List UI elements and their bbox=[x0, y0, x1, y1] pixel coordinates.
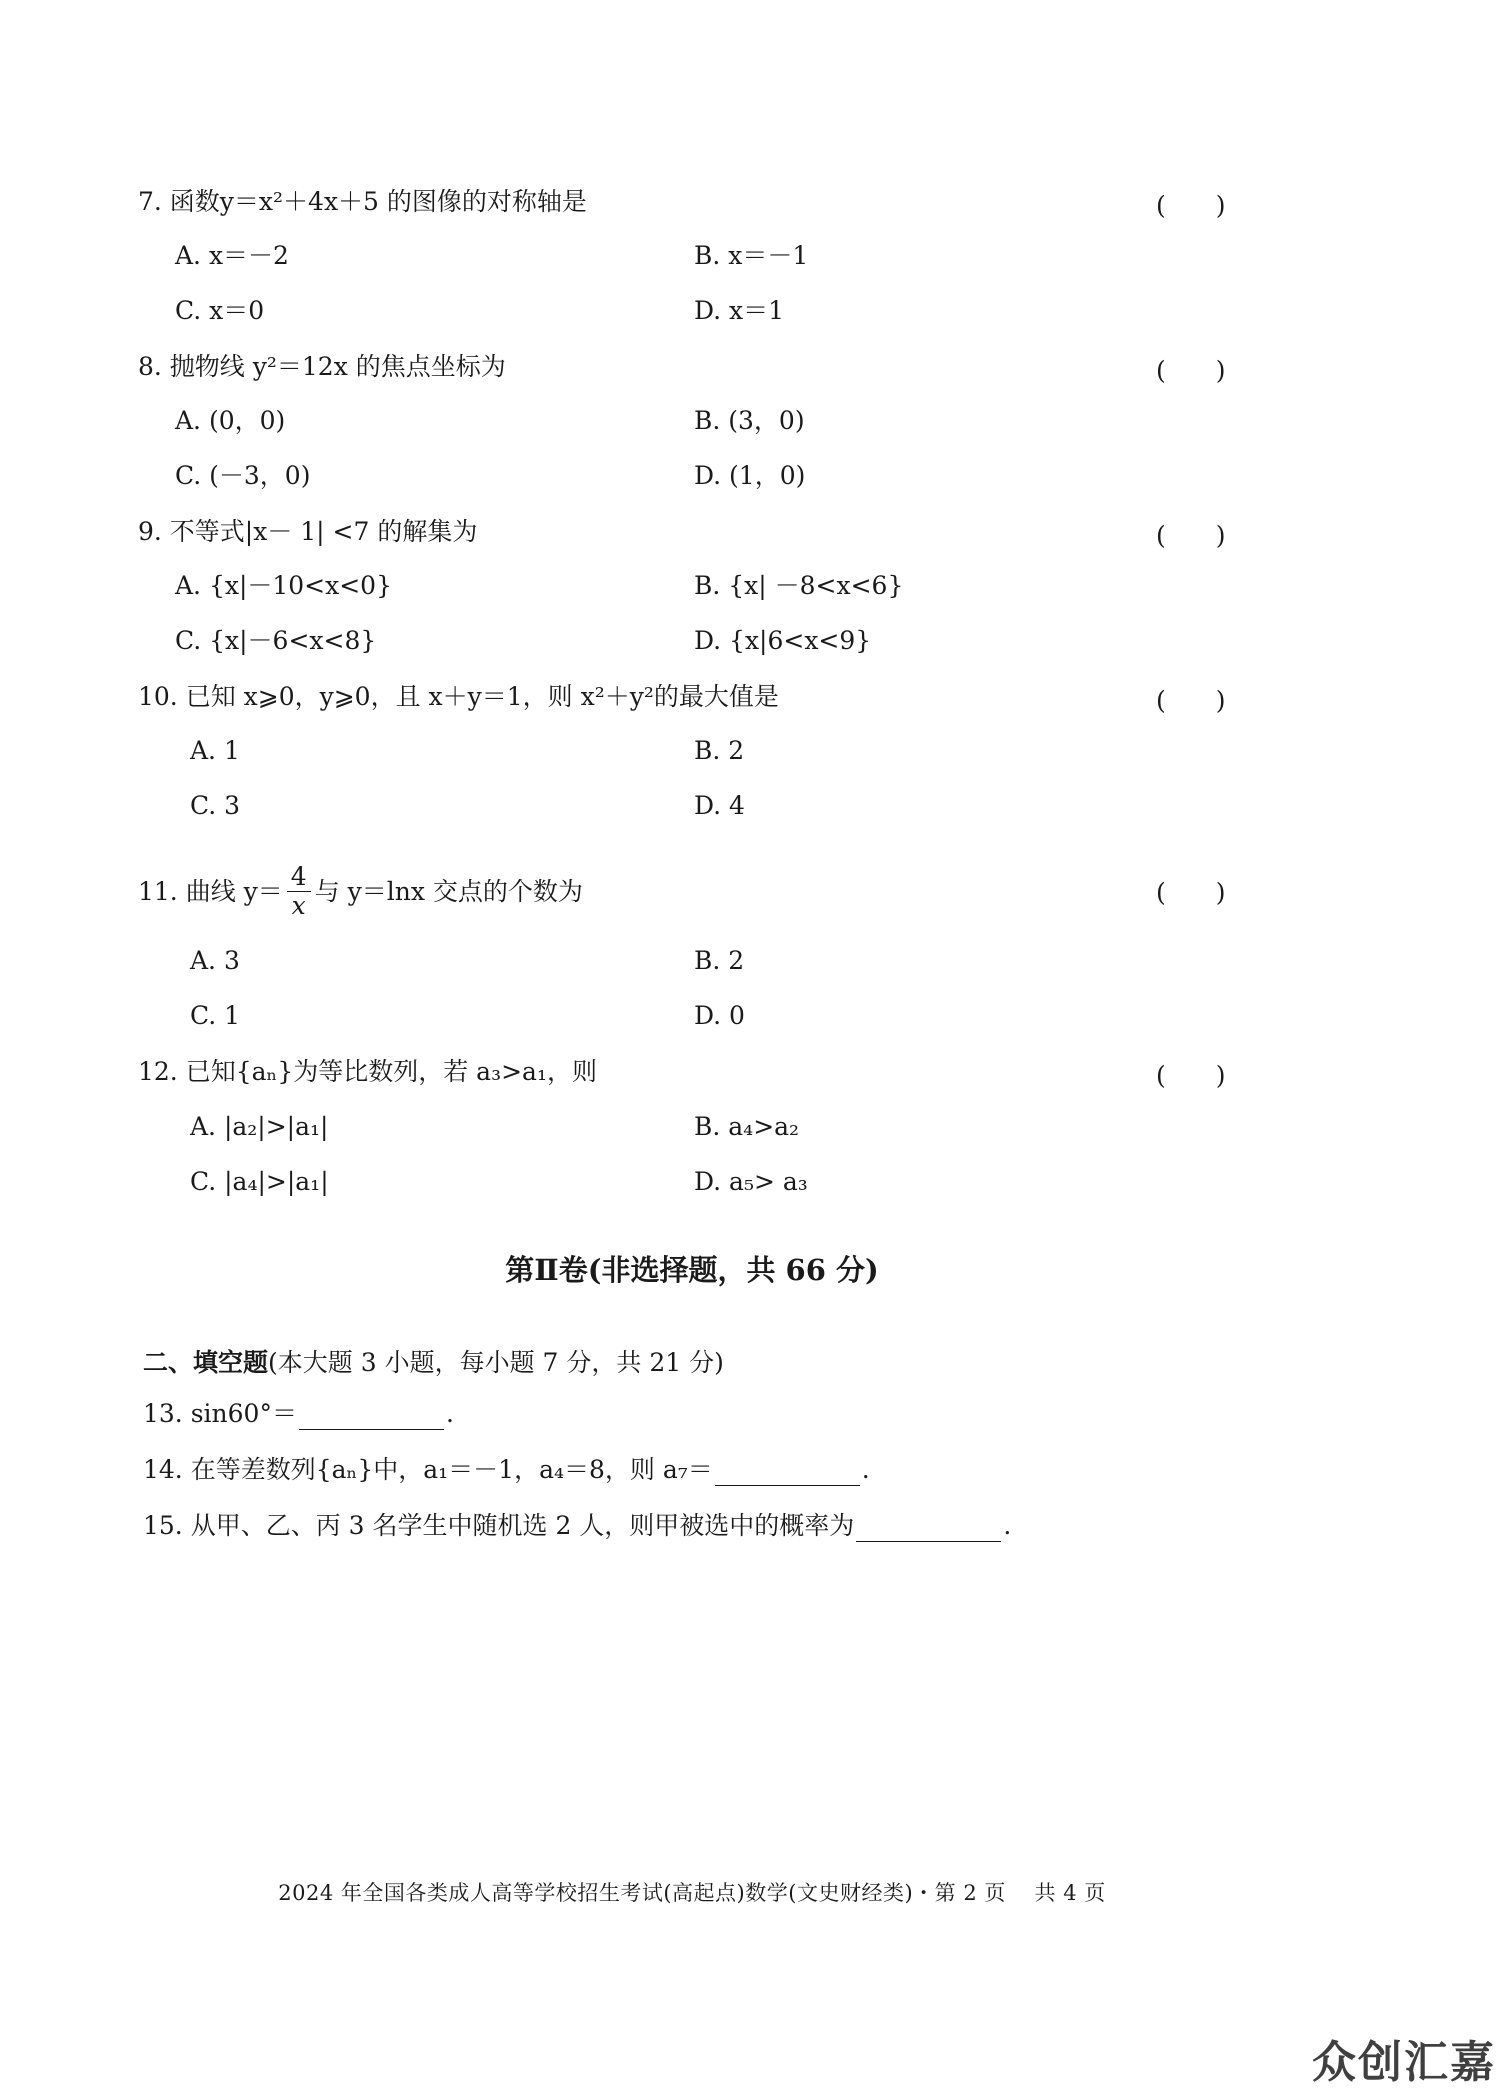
question-12-stem: 12. 已知{aₙ}为等比数列，若 a₃>a₁，则 bbox=[138, 1057, 597, 1086]
option-d: D. a₅> a₃ bbox=[694, 1167, 808, 1196]
option-a: A. (0，0) bbox=[175, 406, 286, 435]
question-9-stem: 9. 不等式|x－ 1| <7 的解集为 bbox=[138, 517, 478, 546]
watermark-logo: 众创汇嘉 bbox=[1312, 2037, 1496, 2088]
question-13-text: 13. sin60°＝ bbox=[143, 1399, 297, 1428]
option-c: C. |a₄|>|a₁| bbox=[190, 1167, 329, 1196]
answer-paren: ( ) bbox=[1156, 878, 1226, 907]
question-13-end: . bbox=[445, 1399, 454, 1428]
question-13 bbox=[143, 1398, 454, 1430]
answer-paren: ( ) bbox=[1156, 1061, 1226, 1090]
option-b: B. 2 bbox=[694, 946, 745, 975]
answer-paren: ( ) bbox=[1156, 686, 1226, 715]
fill-section-heading bbox=[143, 1343, 724, 1379]
question-11-stem-post: 与 y＝lnx 交点的个数为 bbox=[314, 876, 583, 906]
answer-blank bbox=[299, 1403, 444, 1430]
option-b: B. {x| －8<x<6} bbox=[694, 571, 904, 600]
answer-paren: ( ) bbox=[1156, 191, 1226, 220]
fill-heading-bold: 二、填空题 bbox=[143, 1348, 269, 1377]
option-a: A. 3 bbox=[190, 946, 240, 975]
answer-blank bbox=[856, 1515, 1001, 1542]
section-title: 第Ⅱ卷(非选择题，共 66 分) bbox=[505, 1253, 879, 1287]
question-7-stem: 7. 函数y＝x²＋4x＋5 的图像的对称轴是 bbox=[138, 187, 587, 216]
option-c: C. 3 bbox=[190, 791, 241, 820]
question-15-end: . bbox=[1003, 1511, 1012, 1540]
option-c: C. (－3，0) bbox=[175, 461, 311, 490]
answer-paren: ( ) bbox=[1156, 521, 1226, 550]
question-11-stem-pre: 11. 曲线 y＝ bbox=[138, 876, 283, 906]
fraction-denominator: x bbox=[291, 891, 306, 920]
option-a: A. x＝－2 bbox=[175, 241, 289, 270]
question-11-stem bbox=[138, 863, 583, 920]
option-a: A. {x|－10<x<0} bbox=[175, 571, 392, 600]
fill-heading-rest: (本大题 3 小题，每小题 7 分，共 21 分) bbox=[268, 1348, 724, 1377]
option-b: B. 2 bbox=[694, 736, 745, 765]
answer-blank bbox=[715, 1459, 860, 1486]
question-8-stem: 8. 抛物线 y²＝12x 的焦点坐标为 bbox=[138, 352, 506, 381]
option-c: C. x＝0 bbox=[175, 296, 265, 325]
question-10-stem: 10. 已知 x⩾0，y⩾0，且 x＋y＝1，则 x²＋y²的最大值是 bbox=[138, 682, 779, 711]
fraction bbox=[287, 863, 311, 920]
question-14-text: 14. 在等差数列{aₙ}中，a₁＝－1，a₄＝8，则 a₇＝ bbox=[143, 1455, 713, 1484]
question-15-text: 15. 从甲、乙、丙 3 名学生中随机选 2 人，则甲被选中的概率为 bbox=[143, 1511, 855, 1540]
option-c: C. 1 bbox=[190, 1001, 241, 1030]
option-a: A. 1 bbox=[190, 736, 240, 765]
option-b: B. x＝－1 bbox=[694, 241, 809, 270]
option-b: B. a₄>a₂ bbox=[694, 1112, 800, 1141]
question-15 bbox=[143, 1510, 1011, 1542]
option-d: D. 0 bbox=[694, 1001, 745, 1030]
option-d: D. 4 bbox=[694, 791, 745, 820]
page-footer: 2024 年全国各类成人高等学校招生考试(高起点)数学(文史财经类)・第 2 页 共 4 页 bbox=[278, 1881, 1106, 1905]
option-c: C. {x|－6<x<8} bbox=[175, 626, 377, 655]
option-b: B. (3，0) bbox=[694, 406, 805, 435]
question-14 bbox=[143, 1454, 870, 1486]
option-d: D. x＝1 bbox=[694, 296, 785, 325]
option-d: D. {x|6<x<9} bbox=[694, 626, 872, 655]
fraction-numerator: 4 bbox=[287, 863, 311, 892]
option-a: A. |a₂|>|a₁| bbox=[190, 1112, 329, 1141]
answer-paren: ( ) bbox=[1156, 356, 1226, 385]
option-d: D. (1，0) bbox=[694, 461, 806, 490]
question-14-end: . bbox=[861, 1455, 870, 1484]
